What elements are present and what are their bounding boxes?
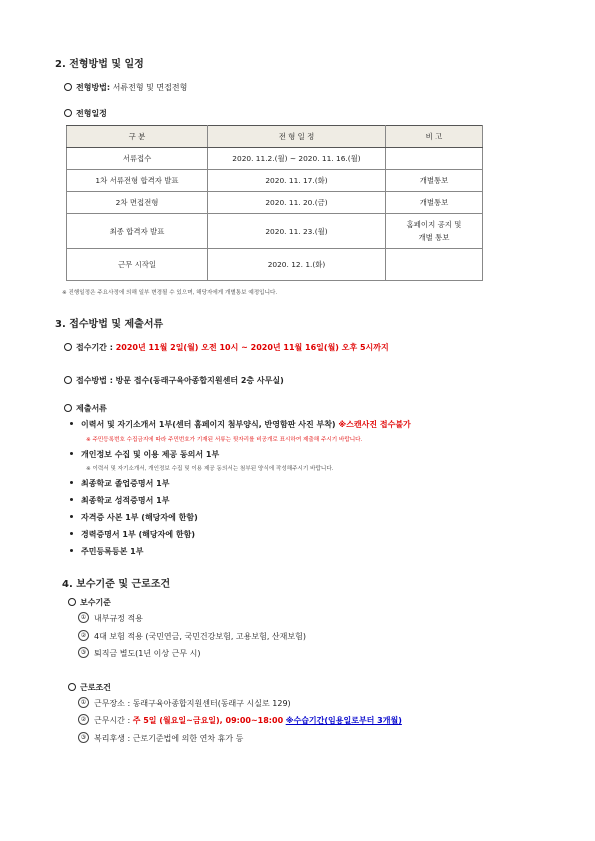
section2-title: 2. 전형방법 및 일정 xyxy=(55,59,144,70)
table-cell: 2020. 11. 17.(화) xyxy=(208,170,386,192)
work-time-value: 주 5일 (월요일~금요일), 09:00~18:00 xyxy=(132,716,284,725)
list-item xyxy=(78,648,201,659)
number-1-icon: ① xyxy=(78,612,89,623)
doc-item-text: 최종학교 성적증명서 1부 xyxy=(81,496,170,505)
doc-item-text: 자격증 사본 1부 (해당자에 한함) xyxy=(81,513,198,522)
method-value: 서류전형 및 면접전형 xyxy=(112,83,188,92)
submission-method-row xyxy=(64,375,284,386)
table-row xyxy=(67,170,483,192)
bullet-dot-icon xyxy=(70,481,73,484)
circle-bullet-icon xyxy=(64,404,72,412)
table-cell: 2020. 11. 23.(월) xyxy=(208,214,386,249)
bullet-dot-icon xyxy=(70,422,73,425)
period-value: 2020년 11월 2일(월) 오전 10시 ~ 2020년 11월 16일(월) 오후 5시까지 xyxy=(115,343,389,352)
bullet-dot-icon xyxy=(70,498,73,501)
submission-method-text: 접수방법 : 방문 접수(동래구육아종합지원센터 2층 사무실) xyxy=(76,376,284,385)
doc-item-text: 경력증명서 1부 (해당자에 한함) xyxy=(81,530,195,539)
table-cell: 2020. 11. 20.(금) xyxy=(208,192,386,214)
list-item xyxy=(70,495,169,506)
schedule-table xyxy=(66,125,483,281)
table-cell: 1차 서류전형 합격자 발표 xyxy=(67,170,208,192)
list-item xyxy=(78,698,291,709)
table-row xyxy=(67,192,483,214)
list-item xyxy=(70,478,169,489)
work-heading xyxy=(68,682,111,693)
bullet-dot-icon xyxy=(70,515,73,518)
number-1-icon: ① xyxy=(78,697,89,708)
docs-label: 제출서류 xyxy=(76,404,107,413)
table-row xyxy=(67,214,483,249)
doc-item-text: 최종학교 졸업증명서 1부 xyxy=(81,479,170,488)
table-cell: 개별통보 xyxy=(386,192,483,214)
table-cell: 서류접수 xyxy=(67,148,208,170)
method-label: 전형방법: xyxy=(76,83,111,92)
table-cell xyxy=(386,249,483,281)
doc-item-text: 주민등록등본 1부 xyxy=(81,547,144,556)
section3-title: 3. 접수방법 및 제출서류 xyxy=(55,319,164,330)
period-label: 접수기간 : xyxy=(76,343,113,352)
pay-item-text: 내부규정 적용 xyxy=(94,614,143,623)
table-cell: 2차 면접전형 xyxy=(67,192,208,214)
scan-warning: ※스캔사진 접수불가 xyxy=(338,420,411,429)
list-item xyxy=(78,715,402,726)
note-line: 홈페이지 공지 및 xyxy=(406,220,462,229)
circle-bullet-icon xyxy=(64,109,72,117)
pay-heading xyxy=(68,597,111,608)
work-label: 근로조건 xyxy=(80,683,111,692)
list-item xyxy=(78,733,243,744)
period-row xyxy=(64,342,389,353)
pay-label: 보수기준 xyxy=(80,598,111,607)
schedule-footnote: ※ 진행일정은 주요사정에 의해 일부 변경될 수 있으며, 해당자에게 개별통보 예정입니다. xyxy=(62,290,278,296)
resident-number-note: ※ 주민등록번호 수집금지에 따라 주민번호가 기재된 서류는 뒷자리를 비공개로 표시하여 제출해 주시기 바랍니다. xyxy=(86,437,363,443)
probation-period: ※수습기간(임용일로부터 3개월) xyxy=(285,716,402,725)
doc-item-text: 이력서 및 자기소개서 1부(센터 홈페이지 첨부양식, 반영함판 사진 부착) xyxy=(81,420,336,429)
docs-heading xyxy=(64,403,107,414)
list-item xyxy=(78,613,143,624)
schedule-label: 전형일정 xyxy=(76,109,107,118)
number-2-icon: ② xyxy=(78,714,89,725)
table-cell: 2020. 12. 1.(화) xyxy=(208,249,386,281)
number-3-icon: ③ xyxy=(78,732,89,743)
table-header: 전 형 일 정 xyxy=(208,126,386,148)
table-cell: 2020. 11.2.(월) ~ 2020. 11. 16.(월) xyxy=(208,148,386,170)
welfare-text: 복리후생 : 근로기준법에 의한 연차 휴가 등 xyxy=(94,734,244,743)
number-3-icon: ③ xyxy=(78,647,89,658)
list-item xyxy=(70,529,195,540)
table-header: 비 고 xyxy=(386,126,483,148)
schedule-heading xyxy=(64,108,107,119)
doc-item-text: 개인정보 수집 및 이용 제공 동의서 1부 xyxy=(81,450,220,459)
consent-form-note: ※ 이력서 및 자기소개서, 개인정보 수집 및 이용 제공 동의서는 첨부된 양식에 작성해주시기 바랍니다. xyxy=(86,466,334,472)
table-row xyxy=(67,148,483,170)
circle-bullet-icon xyxy=(64,376,72,384)
circle-bullet-icon xyxy=(64,83,72,91)
note-line: 개별 통보 xyxy=(418,233,450,242)
bullet-dot-icon xyxy=(70,532,73,535)
number-2-icon: ② xyxy=(78,630,89,641)
table-cell: 개별통보 xyxy=(386,170,483,192)
table-cell xyxy=(386,214,483,249)
table-header: 구 분 xyxy=(67,126,208,148)
section4-title: 4. 보수기준 및 근로조건 xyxy=(62,579,171,590)
table-row xyxy=(67,249,483,281)
work-place-text: 근무장소 : 동래구육아종합지원센터(동래구 시실로 129) xyxy=(94,699,291,708)
pay-item-text: 4대 보험 적용 (국민연금, 국민건강보험, 고용보험, 산재보험) xyxy=(94,632,306,641)
list-item xyxy=(70,512,198,523)
work-time-label: 근무시간 : xyxy=(94,716,131,725)
pay-item-text: 퇴직금 별도(1년 이상 근무 시) xyxy=(94,649,201,658)
circle-bullet-icon xyxy=(68,683,76,691)
bullet-dot-icon xyxy=(70,549,73,552)
list-item xyxy=(78,631,306,642)
circle-bullet-icon xyxy=(68,598,76,606)
list-item xyxy=(70,546,143,557)
bullet-dot-icon xyxy=(70,452,73,455)
circle-bullet-icon xyxy=(64,343,72,351)
table-cell xyxy=(386,148,483,170)
table-cell: 근무 시작일 xyxy=(67,249,208,281)
table-cell: 최종 합격자 발표 xyxy=(67,214,208,249)
method-row xyxy=(64,82,187,93)
list-item xyxy=(70,449,219,460)
list-item xyxy=(70,419,411,430)
